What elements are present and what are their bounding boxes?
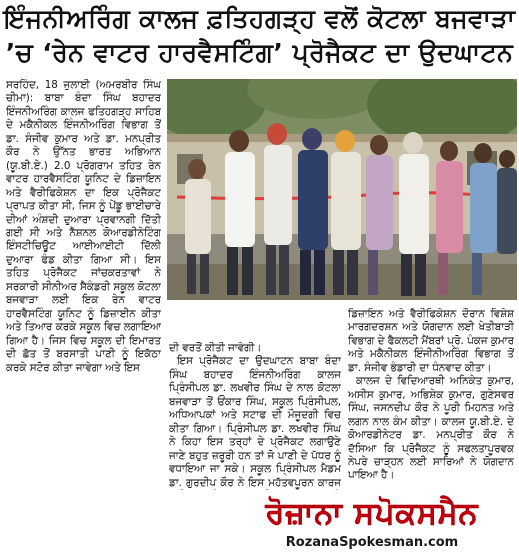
article-paragraph: ਕਾਲਜ ਦੇ ਵਿਦਿਆਰਥੀ ਅਨਿਕੇਤ ਕੁਮਾਰ, ਅਸੀਸ ਕੁਮਾਰ, ਅਭਿਸ਼ੇਕ ਕੁਮਾਰ, ਗੁਣੇਸਵਰ ਸਿੰਘ, ਜਸਨਦੀਪ ਕੌਰ ਨੇ ਪੂਰੀ ਮਿਹਨਤ ਅਤੇ ਲਗਨ ਨਾਲ ਕੰਮ ਕੀਤਾ। ਕਾਲਜ ਯੂ.ਬੀ.ਏ. ਦੇ ਕੋਆਰਡੀਨੇਟਰ ਡਾ. ਮਨਪ੍ਰੀਤ ਕੌਰ ਨੇ ਦੱਸਿਆ ਕਿ ਪ੍ਰੋਜੈਕਟ ਨੂੰ ਸਫਲਤਾਪੂਰਵਕ ਨੇਪਰੇ ਚਾੜ੍ਹਨ ਲਈ ਸਾਰਿਆਂ ਨੇ ਯੋਗਦਾਨ ਪਾਇਆ ਹੈ। <box>348 375 514 482</box>
newspaper-logo: ਰੋਜ਼ਾਨਾ ਸਪੋਕਸਮੈਨ <box>265 496 479 531</box>
article-column-1 <box>6 79 161 465</box>
article-column-3 <box>348 308 514 490</box>
article-paragraph: ਇਸ ਪ੍ਰੋਜੈਕਟ ਦਾ ਉਦਘਾਟਨ ਬਾਬਾ ਬੰਦਾ ਸਿੰਘ ਬਹਾਦਰ ਇੰਜਨੀਅਰਿੰਗ ਕਾਲਜ ਪ੍ਰਿੰਸੀਪਲ ਡਾ. ਲਖਵੀਰ ਸਿੰਘ ਦੇ ਨਾਲ ਕੋਟਲਾ ਬਜਵਾੜਾ ਤੋਂ ਓਂਕਾਰ ਸਿੰਘ, ਸਕੂਲ ਪ੍ਰਿੰਸੀਪਲ, ਅਧਿਆਪਕਾਂ ਅਤੇ ਸਟਾਫ ਦੀ ਮੌਜੂਦਗੀ ਵਿਚ ਕੀਤਾ ਗਿਆ। ਪ੍ਰਿੰਸੀਪਲ ਡਾ. ਲਖਵੀਰ ਸਿੰਘ ਨੇ ਕਿਹਾ ਇਸ ਤਰ੍ਹਾਂ ਦੇ ਪ੍ਰੋਜੈਕਟ ਲਗਾਉਣੇ ਜਾਣੇ ਬਹੁਤ ਜ਼ਰੂਰੀ ਹਨ ਤਾਂ ਜੋ ਪਾਣੀ ਦੇ ਪੱਧਰ ਨੂੰ ਵਧਾਇਆ ਜਾ ਸਕੇ। ਸਕੂਲ ਪ੍ਰਿੰਸੀਪਲ ਮੈਡਮ ਡਾ. ਗੁਰਦੀਪ ਕੌਰ ਨੇ ਇਸ ਮਹੱਤਵਪੂਰਨ ਕਾਰਜ <box>169 355 341 489</box>
website-url: RozanaSpokesman.com <box>285 535 459 550</box>
article-paragraph: ਡਿਜ਼ਾਇਨ ਅਤੇ ਵੈਰੀਫਿਕੇਸ਼ਨ ਦੌਰਾਨ ਵਿਸ਼ੇਸ਼ ਮਾਰਗਦਰਸ਼ਨ ਅਤੇ ਯੋਗਦਾਨ ਲਈ ਖੇਤੀਬਾੜੀ ਵਿਭਾਗ ਦੇ ਫੈਕਲਟੀ ਮੈਂਬਰਾਂ ਪ੍ਰੋ. ਪੰਕਜ ਕੁਮਾਰ ਅਤੇ ਮਕੈਨੀਕਲ ਇੰਜੀਨੀਅਰਿੰਗ ਵਿਭਾਗ ਤੋਂ ਡਾ. ਸੰਜੀਵ ਭੰਡਾਰੀ ਦਾ ਧੰਨਵਾਦ ਕੀਤਾ। <box>348 308 514 374</box>
ribbon-cutting-photo <box>167 79 517 300</box>
headline-line-2: ’ਚ ‘ਰੇਨ ਵਾਟਰ ਹਾਰਵੈਸਟਿੰਗ’ ਪ੍ਰੋਜੈਕਟ ਦਾ ਉਦਘਾਟਨ <box>5 38 514 67</box>
article-paragraph: ਦੀ ਵਰਤੋਂ ਕੀਤੀ ਜਾਵੇਗੀ। <box>169 342 262 354</box>
article-column-2 <box>169 342 341 490</box>
headline-line-1: ਇੰਜਨੀਅਰਿੰਗ ਕਾਲਜ ਫ਼ਤਿਹਗੜ੍ਹ ਵਲੋਂ ਕੋਟਲਾ ਬਜਵਾੜਾ <box>3 4 516 33</box>
newspaper-masthead <box>228 496 516 556</box>
article-paragraph: ਸਰਹਿੰਦ, 18 ਜੁਲਾਈ (ਅਮਰਬੀਰ ਸਿੰਘ ਚੀਮਾ): ਬਾਬਾ ਬੰਦਾ ਸਿੰਘ ਬਹਾਦਰ ਇੰਜਨੀਅਰਿੰਗ ਕਾਲਜ ਫਤਿਹਗੜ੍ਹ ਸਾਹਿਬ ਦੇ ਮਕੈਨੀਕਲ ਇੰਜਨੀਅਰਿੰਗ ਵਿਭਾਗ ਤੋਂ ਡਾ. ਸੰਜੀਵ ਕੁਮਾਰ ਅਤੇ ਡਾ. ਮਨਪ੍ਰੀਤ ਕੌਰ ਨੇ ਉੱਨਤ ਭਾਰਤ ਅਭਿਆਨ (ਯੂ.ਬੀ.ਏ.) 2.0 ਪ੍ਰੋਗਰਾਮ ਤਹਿਤ ਰੇਨ ਵਾਟਰ ਹਾਰਵੈਸਟਿੰਗ ਯੂਨਿਟ ਦੇ ਡਿਜ਼ਾਇਨ ਅਤੇ ਵੈਰੀਫਿਕੇਸ਼ਨ ਦਾ ਇਕ ਪ੍ਰੋਜੈਕਟ ਪ੍ਰਾਪਤ ਕੀਤਾ ਸੀ, ਜਿਸ ਨੂੰ ਪੇਂਡੂ ਭਾਈਚਾਰੇ ਦੀਆਂ ਅੰਸ਼ਦੀ ਦੁਆਰਾ ਪ੍ਰਵਾਨਗੀ ਦਿੱਤੀ ਗਈ ਸੀ ਅਤੇ ਨੈਸ਼ਨਲ ਕੋਆਰਡੀਨੇਟਿੰਗ ਇੰਸਟੀਚਿਊਟ ਆਈਆਈਟੀ ਦਿੱਲੀ ਦੁਆਰਾ ਫੰਡ ਕੀਤਾ ਗਿਆ ਸੀ। ਇਸ ਤਹਿਤ ਪ੍ਰੋਜੈਕਟ ਜਾਂਚਕਰਤਾਵਾਂ ਨੇ ਸਰਕਾਰੀ ਸੀਨੀਅਰ ਸੈਕੰਡਰੀ ਸਕੂਲ ਕੋਟਲਾ ਬਜਵਾੜਾ ਲਈ ਇਕ ਰੇਨ ਵਾਟਰ ਹਾਰਵੈਸਟਿੰਗ ਯੂਨਿਟ ਨੂੰ ਡਿਜ਼ਾਈਨ ਕੀਤਾ ਅਤੇ ਤਿਆਰ ਕਰਕੇ ਸਕੂਲ ਵਿਚ ਲਗਾਇਆ ਗਿਆ ਹੈ। ਜਿਸ ਵਿਚ ਸਕੂਲ ਦੀ ਇਮਾਰਤ ਦੀ ਛੱਤ ਤੋਂ ਬਰਸਾਤੀ ਪਾਣੀ ਨੂੰ ਇਕੱਠਾ ਕਰਕੇ ਸਟੋਰ ਕੀਤਾ ਜਾਵੇਗਾ ਅਤੇ ਇਸ <box>6 79 161 374</box>
